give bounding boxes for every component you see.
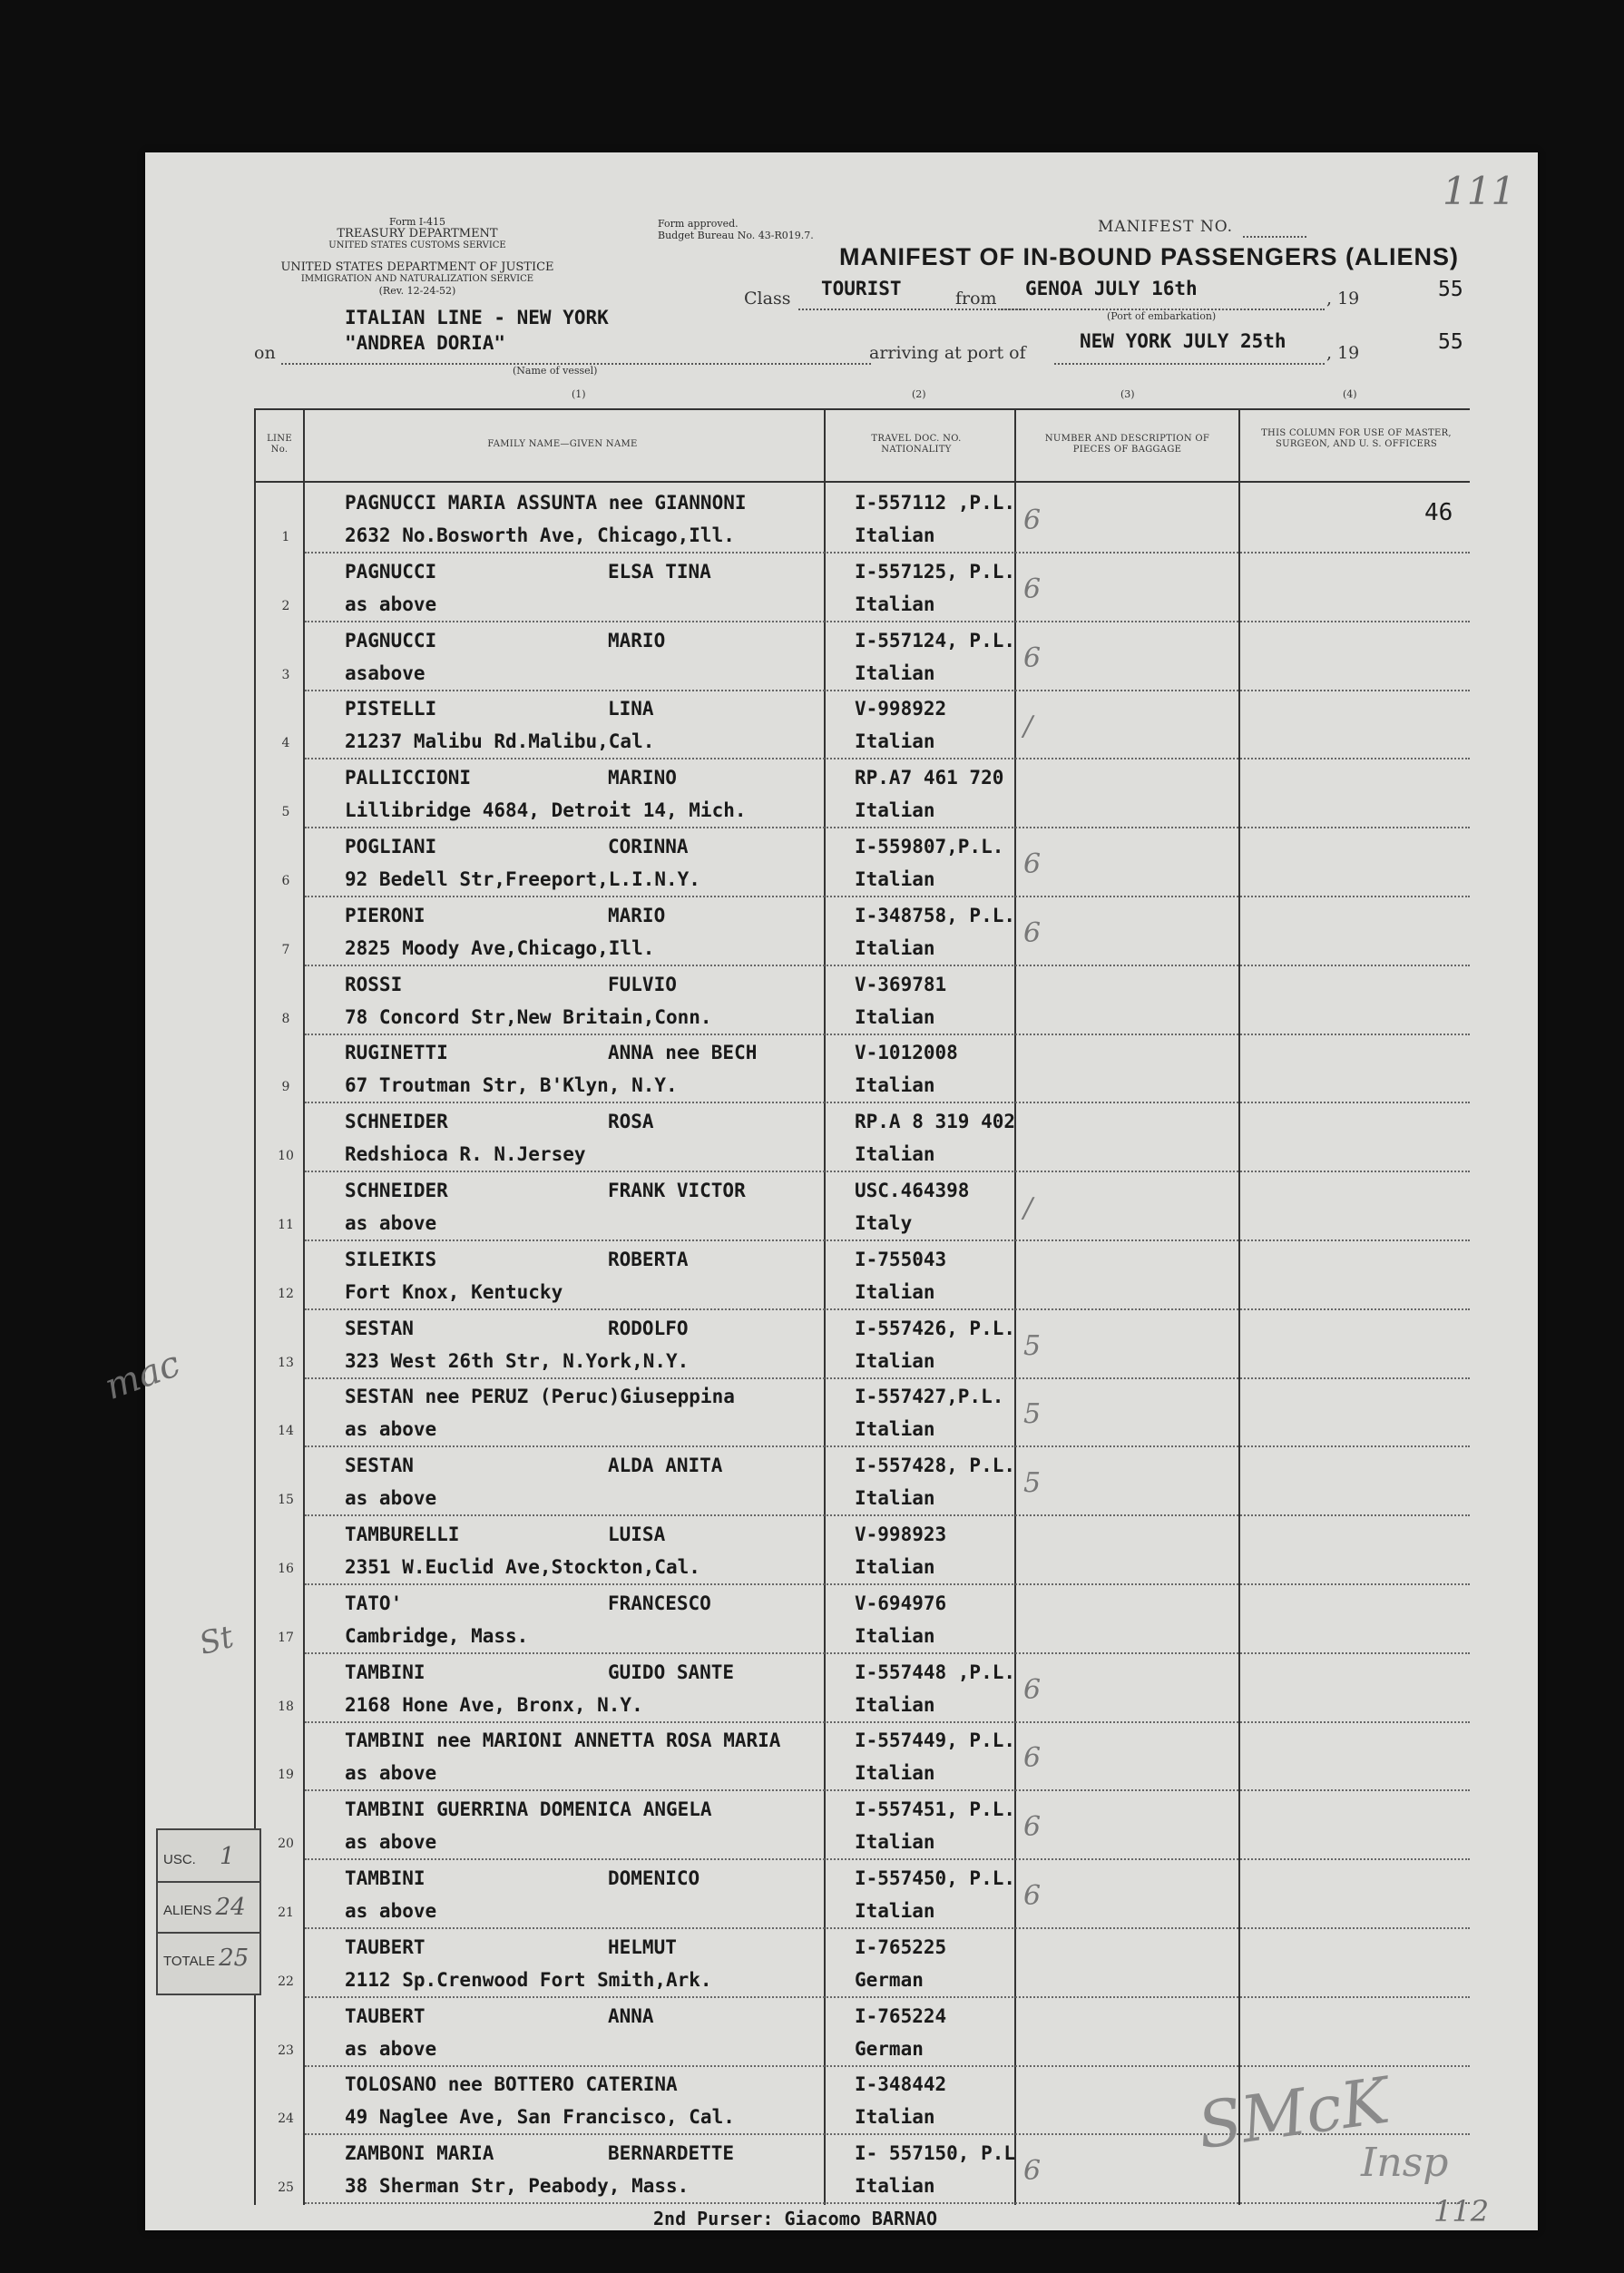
- address: as above: [345, 2037, 437, 2060]
- line-number: 24: [278, 2111, 294, 2127]
- family-name: SESTAN: [345, 1455, 414, 1477]
- table-row: [254, 1929, 1470, 1998]
- column-number-1: (1): [572, 388, 586, 400]
- travel-doc-number: I-557426, P.L.: [855, 1317, 1016, 1339]
- column-number-4: (4): [1343, 388, 1357, 400]
- address: asabove: [345, 661, 426, 684]
- vessel-name-label: (Name of vessel): [513, 365, 598, 377]
- address: as above: [345, 1212, 437, 1234]
- class-line: [798, 309, 1025, 310]
- stamp-usc-label: USC.: [163, 1852, 196, 1867]
- family-name: POGLIANI: [345, 836, 437, 857]
- table-row: [254, 1860, 1470, 1929]
- address: Fort Knox, Kentucky: [345, 1280, 563, 1303]
- vessel-name: "ANDREA DORIA": [345, 332, 506, 354]
- address: Cambridge, Mass.: [345, 1624, 529, 1647]
- line-number: 17: [278, 1630, 294, 1645]
- nationality: Italian: [855, 1831, 935, 1854]
- handwritten-initials: Insp: [1361, 2140, 1449, 2186]
- line-number: 14: [278, 1424, 294, 1439]
- header-bottom-rule: [254, 481, 1470, 483]
- class-label: Class: [744, 289, 791, 309]
- from-value: GENOA JULY 16th: [1025, 278, 1198, 299]
- year-prefix-2: , 19: [1326, 343, 1360, 363]
- given-name: HELMUT: [608, 1935, 677, 1958]
- nationality: Italian: [855, 661, 935, 684]
- travel-doc-number: I-557112 ,P.L.: [855, 492, 1016, 514]
- nationality: Italian: [855, 1280, 935, 1303]
- nationality: Italian: [855, 2106, 935, 2129]
- baggage-count: 5: [1023, 1398, 1042, 1431]
- form-approved-label: Form approved.: [658, 218, 739, 230]
- nationality: Italian: [855, 1349, 935, 1372]
- given-name: ROBERTA: [608, 1248, 689, 1270]
- address: 38 Sherman Str, Peabody, Mass.: [345, 2175, 690, 2198]
- table-row: [254, 554, 1470, 622]
- address: 2168 Hone Ave, Bronx, N.Y.: [345, 1693, 643, 1716]
- travel-doc-number: V-694976: [855, 1592, 947, 1614]
- col-header-name: FAMILY NAME—GIVEN NAME: [487, 439, 638, 449]
- line-number: 20: [278, 1837, 294, 1852]
- given-name: BERNARDETTE: [608, 2142, 735, 2165]
- manifest-title: MANIFEST OF IN-BOUND PASSENGERS (ALIENS): [839, 243, 1460, 270]
- family-name: ROSSI: [345, 973, 403, 995]
- line-number: 12: [278, 1286, 294, 1301]
- arriving-label: arriving at port of: [869, 343, 1026, 363]
- pencil-scribble: St: [195, 1618, 238, 1663]
- travel-doc-number: V-998922: [855, 698, 947, 720]
- nationality: Italian: [855, 1762, 935, 1785]
- nationality: Italian: [855, 1487, 935, 1510]
- form-number: Form I-415: [389, 216, 445, 228]
- table-top-rule: [254, 408, 1470, 410]
- travel-doc-number: USC.464398: [855, 1180, 970, 1201]
- family-name: SESTAN nee PERUZ (Peruc)Giuseppina: [345, 1386, 735, 1408]
- family-name: PALLICCIONI: [345, 767, 472, 789]
- travel-doc-number: I-559807,P.L.: [855, 836, 1004, 857]
- family-name: TAUBERT: [345, 2004, 426, 2027]
- count-stamp: [156, 1828, 261, 1995]
- travel-doc-number: V-369781: [855, 973, 947, 995]
- purser-line: 2nd Purser: Giacomo BARNAO: [653, 2208, 938, 2229]
- address: 2632 No.Bosworth Ave, Chicago,Ill.: [345, 524, 735, 546]
- given-name: MARIO: [608, 904, 666, 926]
- manifest-no-label: MANIFEST NO.: [1098, 218, 1234, 236]
- baggage-count: 6: [1023, 1673, 1042, 1706]
- line-number: 7: [281, 942, 290, 957]
- given-name: GUIDO SANTE: [608, 1661, 735, 1683]
- family-name: TAUBERT: [345, 1935, 426, 1958]
- line-number: 22: [278, 1974, 294, 1989]
- form-header: [245, 216, 590, 251]
- baggage-count: 6: [1023, 505, 1042, 536]
- manifest-no-line: [1243, 236, 1306, 238]
- address: as above: [345, 1831, 437, 1854]
- table-row: [254, 1447, 1470, 1516]
- line-number: 21: [278, 1906, 294, 1920]
- nationality: Italian: [855, 593, 935, 615]
- address: as above: [345, 593, 437, 615]
- class-value: TOURIST: [821, 278, 902, 299]
- address: 2112 Sp.Crenwood Fort Smith,Ark.: [345, 1968, 712, 1991]
- line-number: 15: [278, 1493, 294, 1508]
- address: Redshioca R. N.Jersey: [345, 1143, 586, 1166]
- table-row: [254, 1998, 1470, 2067]
- address: as above: [345, 1900, 437, 1922]
- justice-header: [245, 261, 590, 297]
- address: 49 Naglee Ave, San Francisco, Cal.: [345, 2106, 735, 2129]
- table-row: [254, 828, 1470, 897]
- manifest-page: [99, 152, 1538, 2230]
- family-name: SILEIKIS: [345, 1248, 437, 1270]
- family-name: ZAMBONI MARIA: [345, 2142, 494, 2165]
- address: 21237 Malibu Rd.Malibu,Cal.: [345, 730, 655, 753]
- port-embarkation-label: (Port of embarkation): [1107, 310, 1217, 322]
- address: as above: [345, 1487, 437, 1510]
- stamp-usc: [163, 1843, 235, 1870]
- family-name: PAGNUCCI MARIA ASSUNTA nee GIANNONI: [345, 492, 747, 514]
- travel-doc-number: I-557124, P.L.: [855, 629, 1016, 652]
- travel-doc-number: I-557428, P.L.: [855, 1455, 1016, 1477]
- arriving-value: NEW YORK JULY 25th: [1080, 330, 1286, 352]
- nationality: Italian: [855, 1005, 935, 1028]
- line-number: 11: [278, 1218, 294, 1232]
- travel-doc-number: I-557449, P.L.: [855, 1729, 1016, 1752]
- address: 92 Bedell Str,Freeport,L.I.N.Y.: [345, 868, 700, 890]
- travel-doc-number: I-557427,P.L.: [855, 1386, 1004, 1408]
- year-prefix-1: , 19: [1326, 289, 1360, 309]
- baggage-count: 5: [1023, 1467, 1042, 1500]
- given-name: MARINO: [608, 767, 677, 789]
- travel-doc-number: I-557451, P.L.: [855, 1798, 1016, 1821]
- col-header-line: LINE No.: [267, 434, 292, 455]
- baggage-count: /: [1023, 710, 1033, 743]
- address: 323 West 26th Str, N.York,N.Y.: [345, 1349, 690, 1372]
- baggage-count: 6: [1023, 848, 1042, 880]
- given-name: ROSA: [608, 1111, 654, 1133]
- family-name: TOLOSANO nee BOTTERO CATERINA: [345, 2073, 678, 2096]
- nationality: Italian: [855, 1418, 935, 1441]
- given-name: ELSA TINA: [608, 560, 711, 583]
- travel-doc-number: I-557125, P.L.: [855, 560, 1016, 583]
- address: 2351 W.Euclid Ave,Stockton,Cal.: [345, 1556, 700, 1578]
- baggage-count: 6: [1023, 916, 1042, 949]
- given-name: FULVIO: [608, 973, 677, 995]
- table-row: [254, 1310, 1470, 1379]
- line-number: 1: [281, 530, 290, 544]
- table-row: [254, 622, 1470, 691]
- nationality: Italian: [855, 868, 935, 890]
- nationality: Italian: [855, 1624, 935, 1647]
- family-name: TAMBINI: [345, 1867, 426, 1889]
- on-label: on: [254, 343, 276, 363]
- family-name: TAMBINI nee MARIONI ANNETTA ROSA MARIA: [345, 1729, 781, 1752]
- stamp-total-label: TOTALE: [163, 1954, 215, 1969]
- family-name: RUGINETTI: [345, 1042, 448, 1064]
- line-number: 2: [281, 598, 290, 613]
- table-row: [254, 1241, 1470, 1310]
- given-name: DOMENICO: [608, 1867, 700, 1889]
- line-number: 4: [281, 736, 290, 751]
- family-name: SCHNEIDER: [345, 1111, 448, 1133]
- address: as above: [345, 1762, 437, 1785]
- given-name: CORINNA: [608, 836, 689, 857]
- travel-doc-number: I-557450, P.L.: [855, 1867, 1016, 1889]
- from-label: from: [955, 289, 997, 309]
- line-number: 10: [278, 1149, 294, 1164]
- baggage-count: /: [1023, 1192, 1033, 1224]
- stamp-total-value: 25: [219, 1945, 249, 1972]
- address: 2825 Moody Ave,Chicago,Ill.: [345, 936, 655, 959]
- family-name: PAGNUCCI: [345, 560, 437, 583]
- line-number: 13: [278, 1355, 294, 1370]
- table-row: [254, 1172, 1470, 1241]
- line-number: 6: [281, 874, 290, 888]
- year-2: 55: [1438, 330, 1463, 354]
- table-row: [254, 1654, 1470, 1723]
- address: Lillibridge 4684, Detroit 14, Mich.: [345, 799, 747, 822]
- given-name: FRANCESCO: [608, 1592, 711, 1614]
- baggage-count: 6: [1023, 642, 1042, 674]
- nationality: Italian: [855, 1693, 935, 1716]
- justice-dept: UNITED STATES DEPARTMENT OF JUSTICE: [280, 260, 554, 274]
- budget-bureau: Budget Bureau No. 43-R019.7.: [658, 230, 814, 241]
- immigration-service: IMMIGRATION AND NATURALIZATION SERVICE: [300, 274, 534, 284]
- family-name: TAMBURELLI: [345, 1523, 460, 1545]
- nationality: Italian: [855, 1900, 935, 1922]
- travel-doc-number: V-1012008: [855, 1042, 958, 1064]
- given-name: RODOLFO: [608, 1317, 689, 1339]
- line-number: 18: [278, 1699, 294, 1714]
- row-separator: [305, 2202, 1470, 2204]
- stamp-total: [163, 1945, 249, 1972]
- arriving-line: [1054, 363, 1325, 365]
- travel-doc-number: I-557448 ,P.L.: [855, 1661, 1016, 1683]
- given-name: ANNA nee BECH: [608, 1042, 758, 1064]
- table-row: [254, 1585, 1470, 1654]
- table-row: [254, 759, 1470, 828]
- nationality: German: [855, 1968, 924, 1991]
- nationality: Italian: [855, 799, 935, 822]
- shipping-line: ITALIAN LINE - NEW YORK: [345, 307, 609, 328]
- travel-doc-number: RP.A7 461 720: [855, 767, 1004, 789]
- table-row: [254, 1722, 1470, 1791]
- table-row: [254, 897, 1470, 966]
- family-name: PAGNUCCI: [345, 629, 437, 652]
- travel-doc-number: I-765224: [855, 2004, 947, 2027]
- baggage-count: 6: [1023, 2155, 1042, 2188]
- family-name: TAMBINI GUERRINA DOMENICA ANGELA: [345, 1798, 712, 1821]
- handwritten-signature: SMcK: [1193, 2062, 1394, 2164]
- travel-doc-number: I-755043: [855, 1248, 947, 1270]
- address: as above: [345, 1418, 437, 1441]
- stamp-aliens-label: ALIENS: [163, 1903, 212, 1918]
- family-name: PISTELLI: [345, 698, 437, 720]
- table-row: [254, 1034, 1470, 1103]
- travel-doc-number: I-348442: [855, 2073, 947, 2096]
- line-number: 5: [281, 805, 290, 820]
- travel-doc-number: I- 557150, P.L: [855, 2142, 1016, 2165]
- line-number: 8: [281, 1011, 290, 1026]
- stamp-usc-value: 1: [220, 1843, 235, 1870]
- line-number: 16: [278, 1562, 294, 1576]
- travel-doc-number: RP.A 8 319 402: [855, 1111, 1016, 1133]
- nationality: German: [855, 2037, 924, 2060]
- baggage-count: 6: [1023, 1880, 1042, 1912]
- nationality: Italian: [855, 2175, 935, 2198]
- given-name: ALDA ANITA: [608, 1455, 723, 1477]
- table-row: [254, 485, 1470, 554]
- footer-page-mark: 112: [1433, 2194, 1490, 2229]
- column-number-3: (3): [1120, 388, 1135, 400]
- table-row: [254, 1791, 1470, 1860]
- passenger-table: [254, 408, 1470, 2205]
- address: 67 Troutman Str, B'Klyn, N.Y.: [345, 1074, 678, 1097]
- year-1: 55: [1438, 278, 1463, 301]
- given-name: FRANK VICTOR: [608, 1180, 746, 1201]
- page-number-handwritten: 111: [1443, 169, 1516, 213]
- treasury-dept: TREASURY DEPARTMENT: [337, 227, 498, 240]
- line-number: 3: [281, 667, 290, 682]
- family-name: SCHNEIDER: [345, 1180, 448, 1201]
- col-header-officers: THIS COLUMN FOR USE OF MASTER, SURGEON, AND U. S. OFFICERS: [1261, 428, 1452, 449]
- count-note: 46: [1424, 499, 1453, 526]
- table-row: [254, 1516, 1470, 1585]
- col-header-doc: TRAVEL DOC. NO. NATIONALITY: [871, 434, 962, 455]
- nationality: Italy: [855, 1212, 913, 1234]
- nationality: Italian: [855, 1074, 935, 1097]
- baggage-count: 6: [1023, 1811, 1042, 1844]
- line-number: 19: [278, 1768, 294, 1783]
- family-name: TAMBINI: [345, 1661, 426, 1683]
- nationality: Italian: [855, 1143, 935, 1166]
- stamp-aliens-value: 24: [215, 1894, 246, 1921]
- baggage-count: 6: [1023, 1742, 1042, 1775]
- col-header-baggage: NUMBER AND DESCRIPTION OF PIECES OF BAGGAGE: [1044, 434, 1210, 455]
- travel-doc-number: I-348758, P.L.: [855, 904, 1016, 926]
- address: 78 Concord Str,New Britain,Conn.: [345, 1005, 712, 1028]
- customs-service: UNITED STATES CUSTOMS SERVICE: [328, 240, 506, 250]
- revision: (Rev. 12-24-52): [378, 285, 456, 297]
- family-name: PIERONI: [345, 904, 426, 926]
- family-name: SESTAN: [345, 1317, 414, 1339]
- nationality: Italian: [855, 1556, 935, 1578]
- nationality: Italian: [855, 730, 935, 753]
- given-name: ANNA: [608, 2004, 654, 2027]
- nationality: Italian: [855, 524, 935, 546]
- nationality: Italian: [855, 936, 935, 959]
- line-number: 23: [278, 2043, 294, 2058]
- pencil-scribble: mac: [99, 1342, 186, 1409]
- form-approved: [658, 218, 814, 241]
- baggage-count: 5: [1023, 1329, 1042, 1362]
- given-name: LINA: [608, 698, 654, 720]
- baggage-count: 6: [1023, 573, 1042, 605]
- travel-doc-number: I-765225: [855, 1935, 947, 1958]
- column-number-2: (2): [912, 388, 926, 400]
- table-row: [254, 1378, 1470, 1447]
- given-name: MARIO: [608, 629, 666, 652]
- table-row: [254, 1103, 1470, 1172]
- table-row: [254, 691, 1470, 759]
- travel-doc-number: V-998923: [855, 1523, 947, 1545]
- line-number: 9: [281, 1080, 290, 1095]
- stamp-aliens: [163, 1894, 246, 1921]
- table-row: [254, 966, 1470, 1035]
- family-name: TATO': [345, 1592, 403, 1614]
- given-name: LUISA: [608, 1523, 666, 1545]
- line-number: 25: [278, 2180, 294, 2196]
